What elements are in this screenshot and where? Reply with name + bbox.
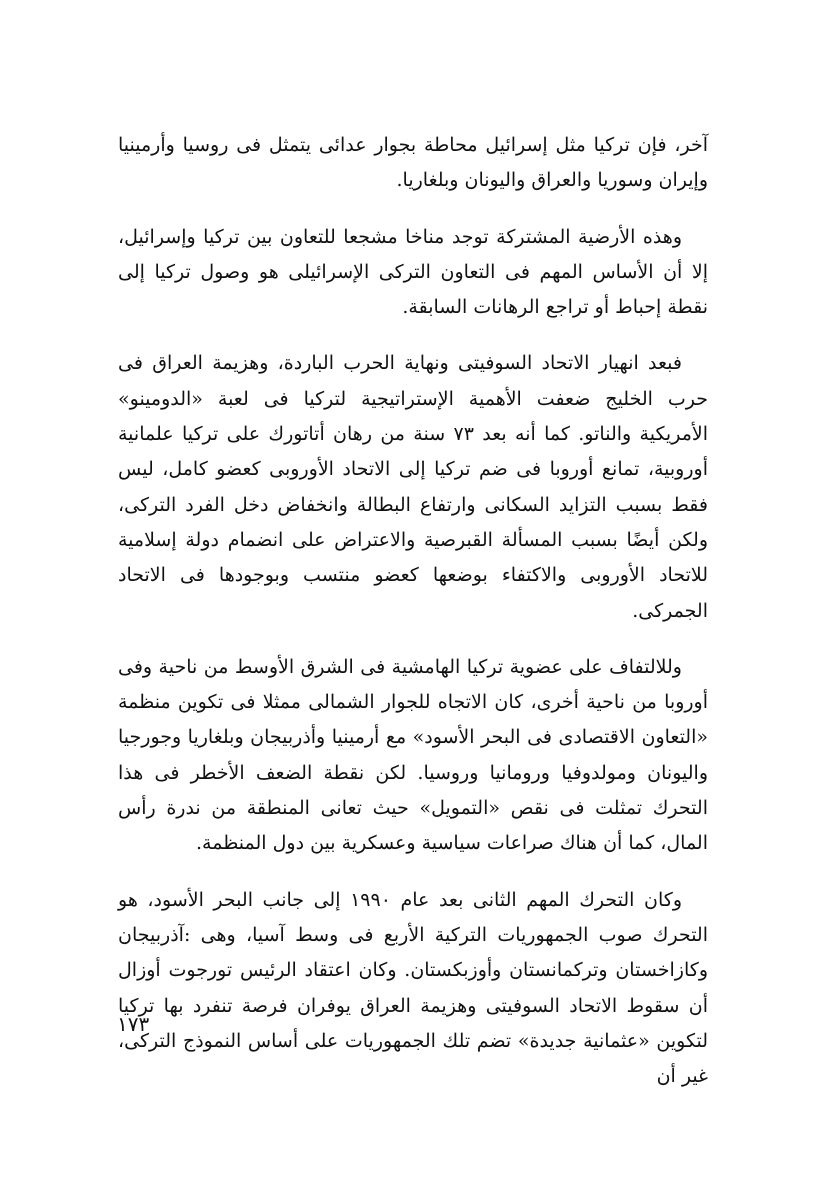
paragraph-common-ground: وهذه الأرضية المشتركة توجد مناخا مشجعا للتعاون بين تركيا وإسرائيل، إلا أن الأساس المهم فى التعاون التركى الإسرائيلى هو وصول تركيا إلى نقطة إحباط أو تراجع الرهانات السابقة.	[118, 225, 708, 319]
paragraph-soviet-collapse: فبعد انهيار الاتحاد السوفيتى ونهاية الحرب الباردة، وهزيمة العراق فى حرب الخليج ضعفت الأهمية الإستراتيجية لتركيا فى لعبة «الدومينو» الأمريكية والناتو. كما أنه بعد ٧٣ سنة من رهان أتاتورك على تركيا علمانية أوروبية، تمانع أوروبا فى ضم تركيا إلى الاتحاد الأوروبى كعضو كامل، ليس فقط بسبب التزايد السكانى وارتفاع البطالة وانخفاض دخل الفرد التركى، ولكن أيضًا بسبب المسألة القبرصية والاعتراض على انضمام دولة إسلامية للاتحاد الأوروبى والاكتفاء بوضعها كعضو منتسب وبوجودها فى الاتحاد الجمركى.	[118, 352, 708, 622]
paragraph-continued: آخر، فإن تركيا مثل إسرائيل محاطة بجوار عدائى يتمثل فى روسيا وأرمينيا وإيران وسوريا والعراق واليونان وبلغاريا.	[118, 134, 708, 192]
paragraph-central-asia: وكان التحرك المهم الثانى بعد عام ١٩٩٠ إلى جانب البحر الأسود، هو التحرك صوب الجمهوريات التركية الأربع فى وسط آسيا، وهى :آذربيجان وكازاخستان وتركمانستان وأوزبكستان. وكان اعتقاد الرئيس تورجوت أوزال أن سقوط الاتحاد السوفيتى وهزيمة العراق يوفران فرصة تنفرد بها تركيا لتكوين «عثمانية جديدة» تضم تلك الجمهوريات على أساس النموذج التركى، غير أن	[118, 888, 708, 1088]
paragraph-black-sea: وللالتفاف على عضوية تركيا الهامشية فى الشرق الأوسط من ناحية وفى أوروبا من ناحية أخرى، كان الاتجاه للجوار الشمالى ممثلا فى تكوين منظمة «التعاون الاقتصادى فى البحر الأسود» مع أرمينيا وأذربيجان وبلغاريا وجورجيا واليونان ومولدوفيا ورومانيا وروسيا. لكن نقطة الضعف الأخطر فى هذا التحرك تمثلت فى نقص «التمويل» حيث تعانى المنطقة من ندرة رأس المال، كما أن هناك صراعات سياسية وعسكرية بين دول المنظمة.	[118, 655, 708, 855]
body-text	[118, 128, 708, 1115]
page-number: ١٧٣	[117, 1012, 150, 1036]
